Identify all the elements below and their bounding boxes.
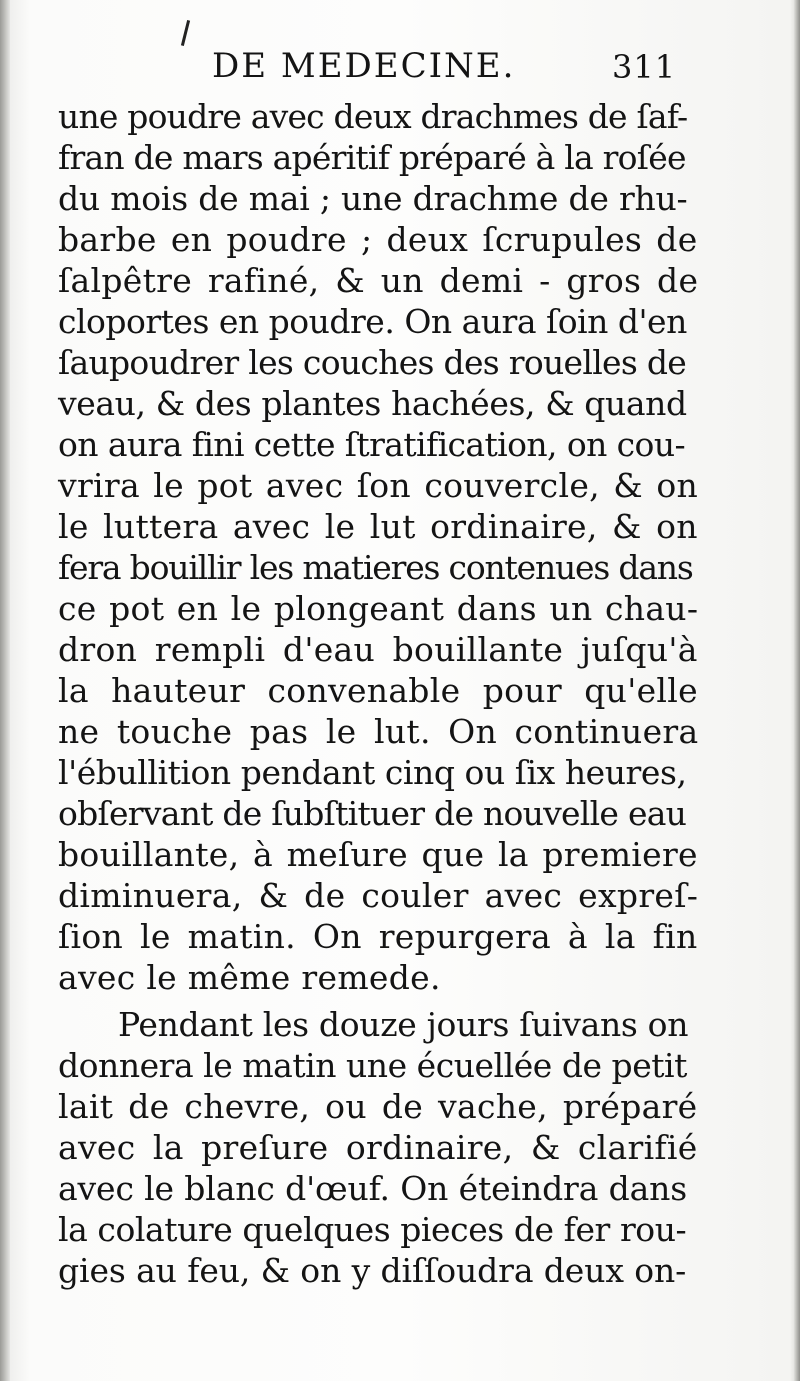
text-line: fera bouillir les matieres contenues dans bbox=[58, 548, 693, 587]
text-line: cloportes en poudre. On aura ſoin d'en bbox=[58, 302, 687, 341]
text-line: vrira le pot avec ſon couvercle, & on bbox=[58, 466, 699, 505]
text-line: le luttera avec le lut ordinaire, & on bbox=[58, 507, 698, 546]
page-right-edge bbox=[794, 0, 800, 1381]
running-head: DE MEDECINE. bbox=[212, 46, 516, 86]
text-line: ſion le matin. On repurgera à la fin bbox=[58, 917, 698, 956]
text-line: l'ébullition pendant cinq ou ſix heures, bbox=[58, 753, 687, 792]
text-line: Pendant les douze jours ſuivans on bbox=[118, 1005, 689, 1044]
text-line: barbe en poudre ; deux ſcrupules de bbox=[58, 220, 698, 259]
text-line: veau, & des plantes hachées, & quand bbox=[58, 384, 687, 423]
text-line: on aura fini cette ſtratification, on cou- bbox=[58, 425, 686, 464]
text-line: gies au feu, & on y diſſoudra deux on- bbox=[58, 1251, 687, 1290]
text-line: ce pot en le plongeant dans un chau- bbox=[58, 589, 699, 628]
page-left-edge bbox=[0, 0, 10, 1381]
text-line: donnera le matin une écuellée de petit bbox=[58, 1046, 687, 1085]
text-line: avec le blanc d'œuf. On éteindra dans bbox=[58, 1169, 688, 1208]
page-number: 311 bbox=[612, 48, 677, 86]
text-line: avec la preſure ordinaire, & clarifié bbox=[58, 1128, 698, 1167]
text-line: ſalpêtre rafiné, & un demi - gros de bbox=[58, 261, 699, 300]
text-line: lait de chevre, ou de vache, préparé bbox=[58, 1087, 698, 1126]
text-line: dron rempli d'eau bouillante juſqu'à bbox=[58, 630, 698, 669]
text-line: ſaupoudrer les couches des rouelles de bbox=[58, 343, 687, 382]
text-line: la colature quelques pieces de fer rou- bbox=[58, 1210, 687, 1249]
ink-mark bbox=[181, 20, 190, 46]
text-line: une poudre avec deux drachmes de ſaf- bbox=[58, 97, 688, 136]
text-line: la hauteur convenable pour qu'elle bbox=[58, 671, 698, 710]
text-line: du mois de mai ; une drachme de rhu- bbox=[58, 179, 688, 218]
text-line: obſervant de ſubſtituer de nouvelle eau bbox=[58, 794, 687, 833]
text-line: bouillante, à meſure que la premiere bbox=[58, 835, 698, 874]
text-line: diminuera, & de couler avec expreſ- bbox=[58, 876, 699, 915]
page-header bbox=[0, 46, 800, 96]
text-line: fran de mars apéritif préparé à la roſée bbox=[58, 138, 686, 177]
text-line: ne touche pas le lut. On continuera bbox=[58, 712, 699, 751]
text-line: avec le même remede. bbox=[58, 958, 441, 997]
